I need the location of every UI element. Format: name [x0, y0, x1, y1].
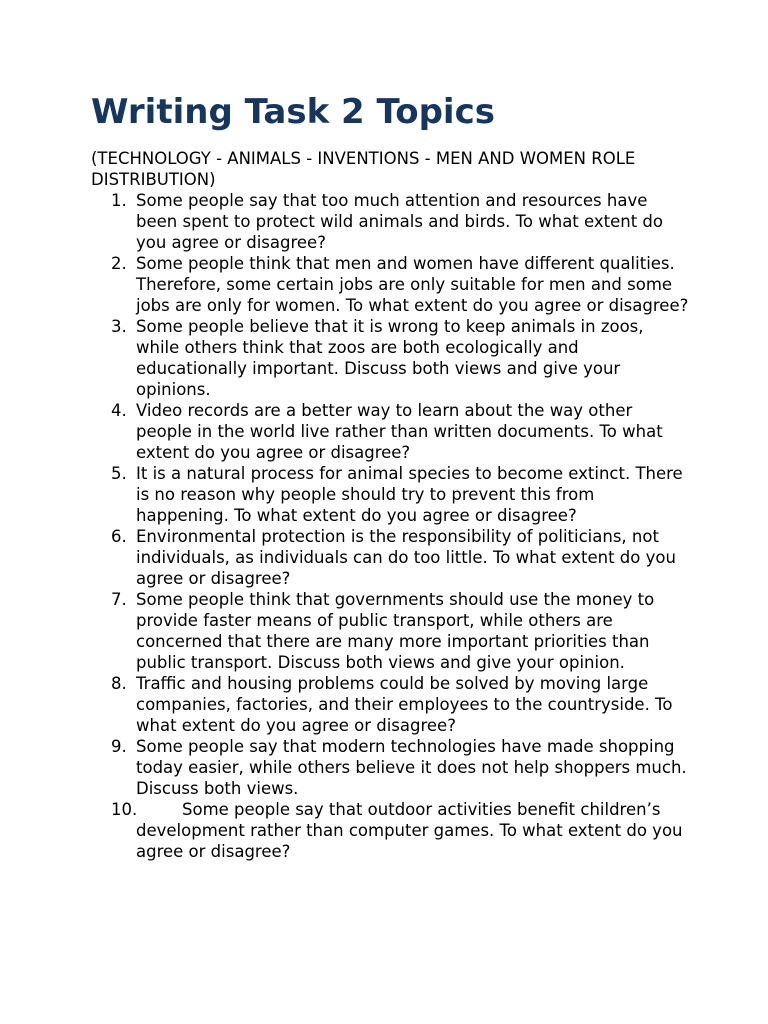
- list-item-text: It is a natural process for animal species to become extinct. There is no reason why people should try to prevent this from happening. To what extent do you agree or disagree?: [136, 464, 683, 525]
- list-item: [91, 526, 691, 589]
- list-item-text-content: Some people say that outdoor activities benefit children’s development rather than computer games. To what extent do you agree or disagree?: [136, 800, 683, 861]
- list-item-number: 1.: [111, 191, 127, 210]
- list-item-number: 3.: [111, 317, 127, 336]
- list-item-number: 4.: [111, 401, 127, 420]
- list-item: [91, 463, 691, 526]
- list-item: [91, 799, 691, 862]
- list-item-number: 10.: [111, 800, 138, 819]
- list-item-number: 9.: [111, 737, 127, 756]
- list-item-number: 7.: [111, 590, 127, 609]
- list-item: [91, 400, 691, 463]
- list-item-text: Video records are a better way to learn about the way other people in the world live rather than written documents. To what extent do you agree or disagree?: [136, 401, 663, 462]
- list-item-number: 2.: [111, 254, 127, 273]
- topic-list: [91, 190, 691, 862]
- list-item-text: Environmental protection is the responsibility of politicians, not individuals, as individuals can do too little. To what extent do you agree or disagree?: [136, 527, 676, 588]
- list-item-text: Some people say that too much attention and resources have been spent to protect wild animals and birds. To what extent do you agree or disagree?: [136, 191, 664, 252]
- list-item-text: Traffic and housing problems could be solved by moving large companies, factories, and their employees to the countryside. To what extent do you agree or disagree?: [136, 674, 673, 735]
- list-item-number: 6.: [111, 527, 127, 546]
- list-item: [91, 736, 691, 799]
- page-title: Writing Task 2 Topics: [91, 92, 495, 132]
- list-item-number: 8.: [111, 674, 127, 693]
- list-item-text: Some people think that governments should use the money to provide faster means of public transport, while others are concerned that there are many more important priorities than public transport. Discuss both views and give your opinion.: [136, 590, 655, 672]
- list-item: [91, 673, 691, 736]
- list-item-text: Some people say that modern technologies have made shopping today easier, while others believe it does not help shoppers much. Discuss both views.: [136, 737, 687, 798]
- list-item: [91, 589, 691, 673]
- topic-categories: (TECHNOLOGY - ANIMALS - INVENTIONS - MEN AND WOMEN ROLE DISTRIBUTION): [91, 149, 636, 189]
- list-item-text: [136, 800, 683, 861]
- list-item: [91, 253, 691, 316]
- document-body: [91, 148, 691, 862]
- list-item-text: Some people believe that it is wrong to keep animals in zoos, while others think that zoos are both ecologically and educationally important. Discuss both views and give your opinions.: [136, 317, 644, 399]
- list-item-number: 5.: [111, 464, 127, 483]
- list-item-text: Some people think that men and women have different qualities. Therefore, some certain jobs are only suitable for men and some jobs are only for women. To what extent do you agree or disagree?: [136, 254, 689, 315]
- list-item: [91, 190, 691, 253]
- list-item: [91, 316, 691, 400]
